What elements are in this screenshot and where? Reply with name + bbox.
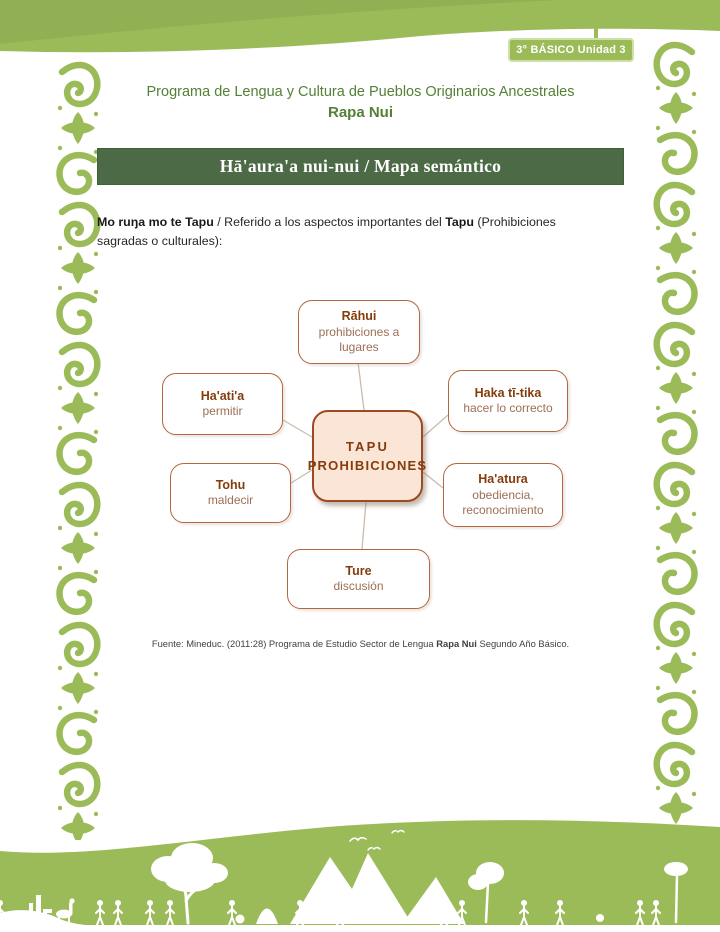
program-title xyxy=(97,84,624,121)
unit-badge xyxy=(508,38,634,62)
diagram-node-haatura xyxy=(443,463,563,527)
node-subtitle: maldecir xyxy=(207,493,254,508)
node-subtitle: prohibiciones a lugares xyxy=(318,324,400,354)
node-subtitle: permitir xyxy=(202,404,243,419)
center-node-line2: PROHIBICIONES xyxy=(307,458,428,473)
source-suffix: Segundo Año Básico. xyxy=(476,638,570,649)
node-title: Ha'atura xyxy=(478,472,528,487)
diagram-node-tohu xyxy=(170,463,291,523)
program-title-line1: Programa de Lengua y Cultura de Pueblos Originarios Ancestrales xyxy=(146,84,575,100)
node-title: Ture xyxy=(345,563,372,578)
node-subtitle: obediencia, reconocimiento xyxy=(462,487,544,517)
node-subtitle: hacer lo correcto xyxy=(463,401,553,416)
diagram-node-rahui xyxy=(298,300,420,364)
node-title: Rāhui xyxy=(341,309,377,324)
koru-border-right-icon xyxy=(650,36,702,836)
program-title-line2: Rapa Nui xyxy=(327,104,393,121)
source-bold: Rapa Nui xyxy=(436,638,477,649)
semantic-map xyxy=(150,290,580,620)
center-node-line1: TAPU xyxy=(345,438,390,454)
intro-text-2: (Prohibiciones sagradas o culturales): xyxy=(97,215,556,249)
intro-bold-tapu: Tapu xyxy=(445,215,474,229)
unit-badge-label: 3° BÁSICO Unidad 3 xyxy=(516,44,626,56)
diagram-node-haatia xyxy=(162,373,283,435)
source-prefix: Fuente: Mineduc. (2011:28) Programa de Estudio Sector de Lengua xyxy=(151,638,437,649)
node-subtitle: discusión xyxy=(333,579,384,594)
landscape-silhouette-graphic xyxy=(0,817,720,932)
node-title: Haka tī-tika xyxy=(474,385,542,400)
section-banner xyxy=(97,148,624,185)
intro-paragraph xyxy=(97,213,609,251)
diagram-node-center-tapu xyxy=(307,410,428,502)
source-citation xyxy=(97,638,624,649)
diagram-node-ture xyxy=(287,549,430,609)
section-banner-title: Hā'aura'a nui-nui / Mapa semántico xyxy=(219,156,502,176)
diagram-node-haka-titika xyxy=(448,370,568,432)
node-title: Ha'ati'a xyxy=(200,388,245,403)
intro-bold-rapanui: Mo ruŋa mo te Tapu xyxy=(97,215,214,229)
node-title: Tohu xyxy=(215,477,246,492)
intro-text-1: / Referido a los aspectos importantes del xyxy=(213,215,446,229)
